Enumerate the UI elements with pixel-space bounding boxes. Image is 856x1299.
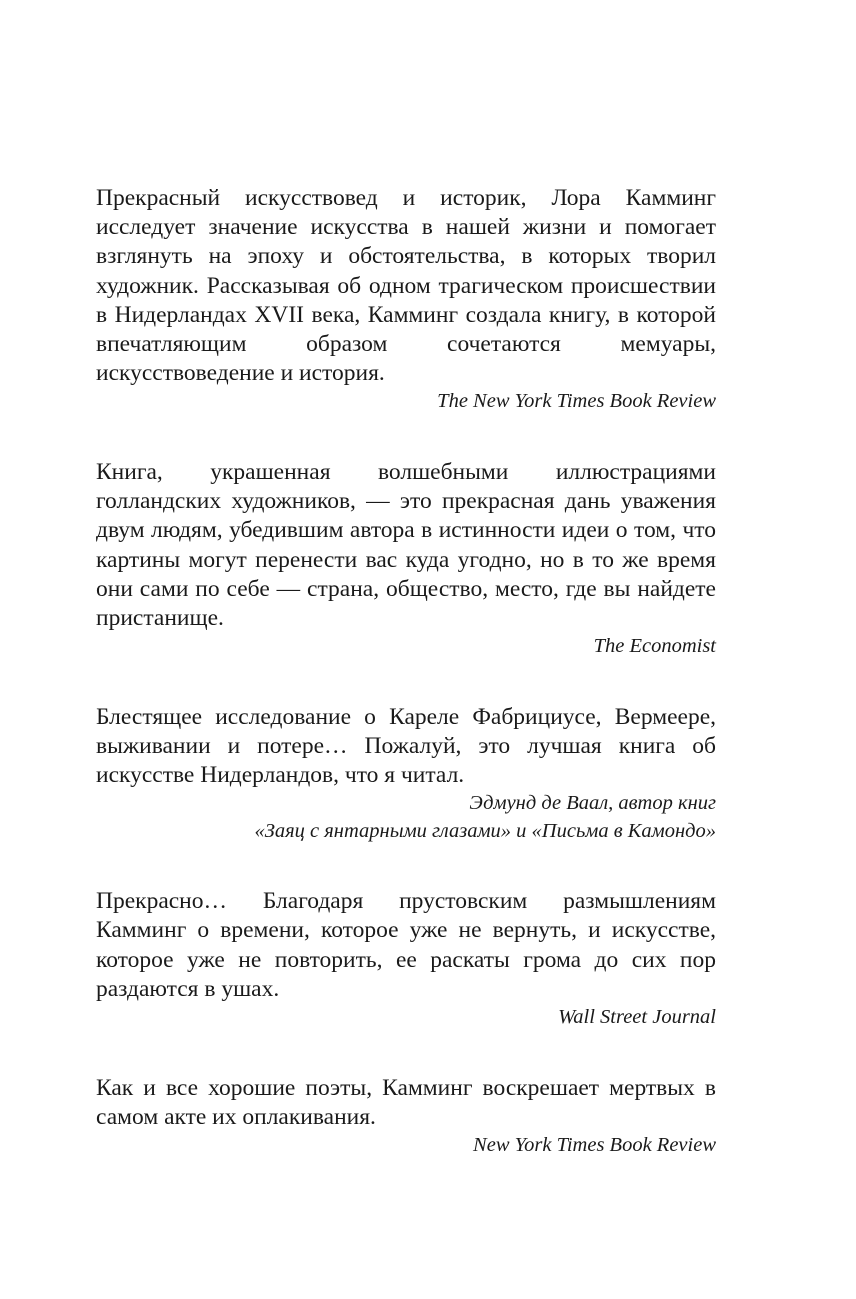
reviews-page: [96, 184, 716, 1201]
review-source-line: «Заяц с янтарными глазами» и «Письма в Камондо»: [254, 819, 716, 842]
review-block: [96, 184, 716, 416]
review-source: [96, 1132, 716, 1160]
review-source: [96, 1004, 716, 1032]
review-text: Как и все хорошие поэты, Камминг воскрешает мертвых в самом акте их оплакивания.: [96, 1074, 716, 1130]
review-source-line: The Economist: [593, 635, 716, 658]
review-source: [96, 388, 716, 416]
review-source: [96, 790, 716, 845]
review-block: [96, 887, 716, 1031]
review-block: [96, 703, 716, 846]
review-text: Блестящее исследование о Кареле Фабрициусе, Вермеере, выживании и потере… Пожалуй, это лучшая книга об искусстве Нидерландов, что я читал.: [96, 703, 716, 789]
review-source: [96, 633, 716, 661]
review-block: [96, 1074, 716, 1160]
review-source-line: Эдмунд де Ваал, автор книг: [469, 792, 716, 815]
review-text: Прекрасно… Благодаря прустовским размышлениям Камминг о времени, которое уже не вернуть, и искусстве, которое уже не повторить, ее раскаты грома до сих пор раздаются в ушах.: [96, 888, 716, 1002]
review-text: Книга, украшенная волшебными иллюстрациями голландских художников, — это прекрасная дань уважения двум людям, убедившим автора в истинности идеи о том, что картины могут перенести вас куда угодно, но в то же время они сами по себе — страна, общество, место, где вы найдете пристанище.: [96, 458, 716, 631]
review-source-line: The New York Times Book Review: [437, 390, 716, 413]
review-source-line: New York Times Book Review: [473, 1133, 716, 1156]
review-block: [96, 458, 716, 661]
review-text: Прекрасный искусствовед и историк, Лора Камминг исследует значение искусства в нашей жизни и помогает взглянуть на эпоху и обстоятельства, в которых творил художник. Рассказывая об одном трагическом происшествии в Нидерландах XVII века, Камминг создала книгу, в которой впечатляющим образом сочетаются мемуары, искусствоведение и история.: [96, 185, 716, 387]
review-source-line: Wall Street Journal: [558, 1006, 716, 1029]
